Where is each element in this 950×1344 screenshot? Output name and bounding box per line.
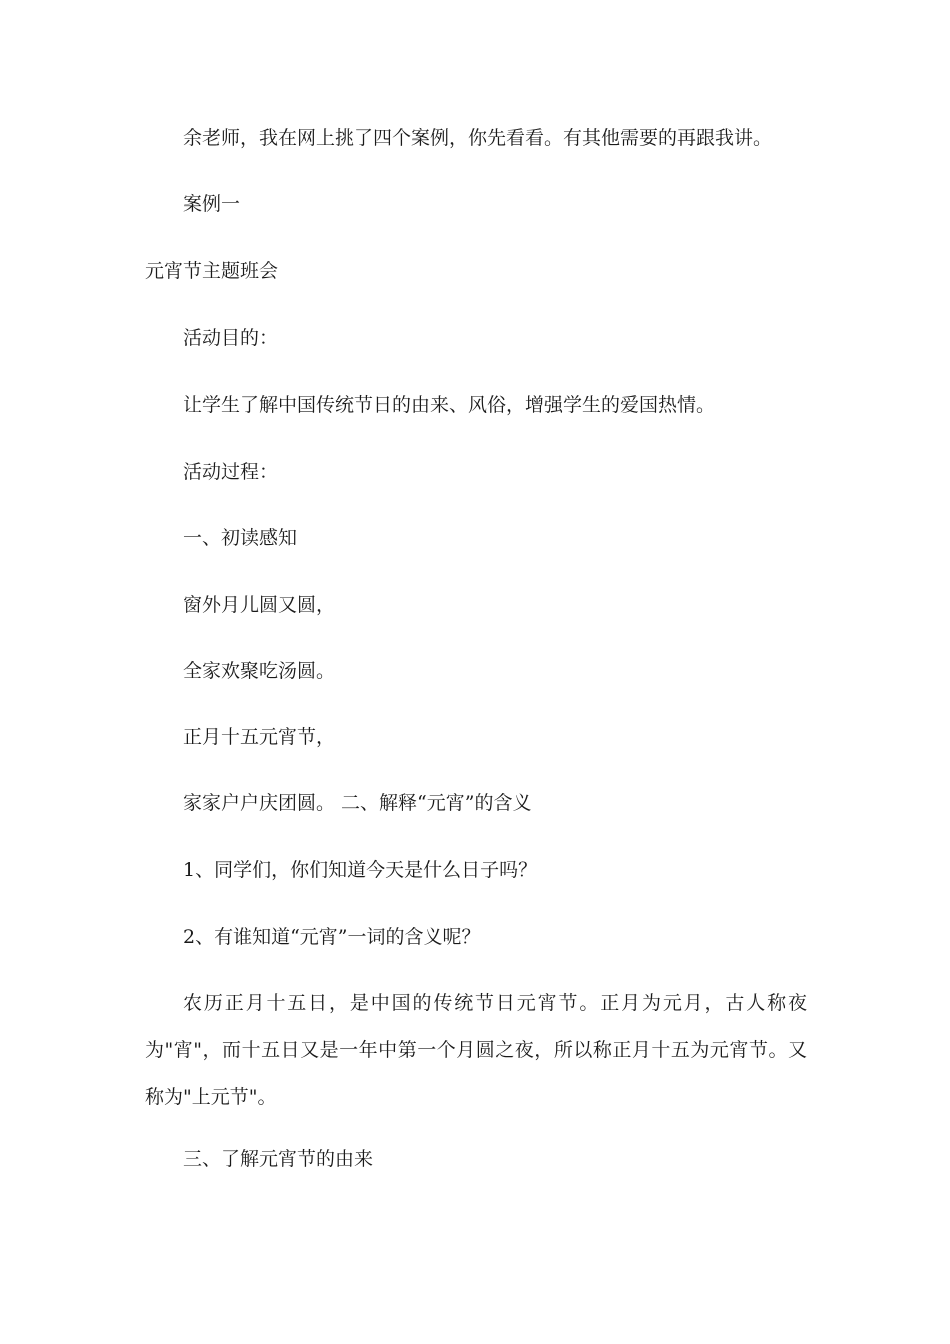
question-1: 1、同学们，你们知道今天是什么日子吗？ bbox=[183, 859, 538, 881]
section-heading-3: 三、了解元宵节的由来 bbox=[183, 1148, 374, 1170]
goal-heading: 活动目的： bbox=[183, 327, 279, 349]
section-heading-1: 一、初读感知 bbox=[183, 527, 298, 549]
explanation-paragraph: 农历正月十五日，是中国的传统节日元宵节。正月为元月，古人称夜为"宵"，而十五日又是一年中第一个月圆之夜，所以称正月十五为元宵节。又称为"上元节"。 bbox=[145, 992, 807, 1108]
poem-line-3: 正月十五元宵节， bbox=[183, 726, 336, 748]
case-label: 案例一 bbox=[183, 193, 241, 215]
poem-line-4-with-section-2: 家家户户庆团圆。 二、解释“元宵”的含义 bbox=[183, 792, 532, 814]
poem-line-2: 全家欢聚吃汤圆。 bbox=[183, 660, 336, 682]
goal-text: 让学生了解中国传统节日的由来、风俗，增强学生的爱国热情。 bbox=[183, 394, 716, 416]
document-title: 元宵节主题班会 bbox=[145, 260, 279, 282]
poem-line-1: 窗外月儿圆又圆， bbox=[183, 594, 336, 616]
process-heading: 活动过程： bbox=[183, 461, 279, 483]
question-2: 2、有谁知道“元宵”一词的含义呢？ bbox=[183, 926, 481, 948]
intro-paragraph: 余老师，我在网上挑了四个案例，你先看看。有其他需要的再跟我讲。 bbox=[183, 127, 773, 149]
